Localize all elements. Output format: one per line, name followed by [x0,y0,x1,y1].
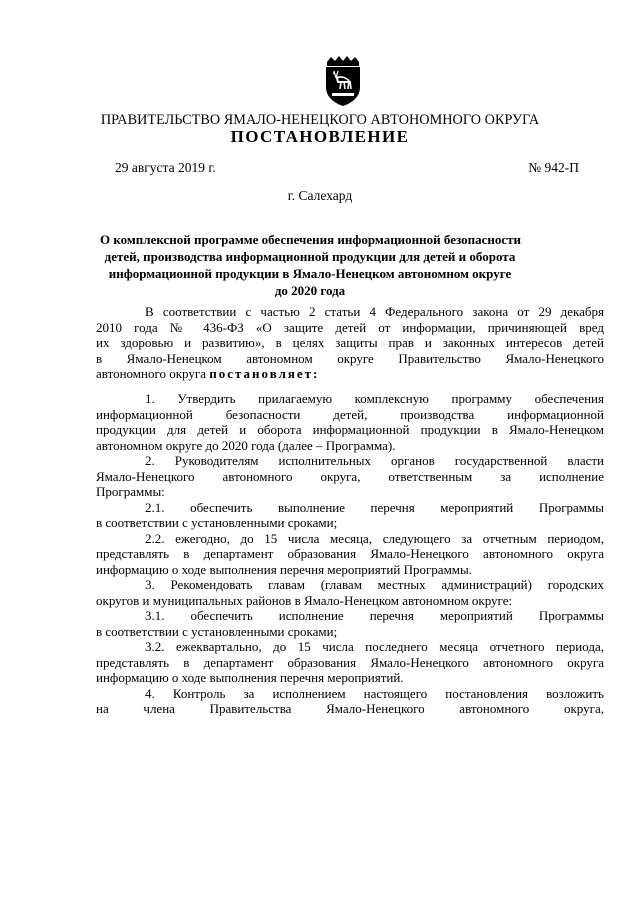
document-heading [100,231,520,299]
government-title: ПРАВИТЕЛЬСТВО ЯМАЛО-НЕНЕЦКОГО АВТОНОМНОГО ОКРУГА [100,112,540,128]
clause-line: 3.2. ежеквартально, до 15 числа последнего месяца отчетного периода, [145,639,604,654]
yamal-coat-of-arms-icon [323,56,363,106]
intro-paragraph [96,304,604,382]
clause-line: 3.1. обеспечить исполнение перечня мероприятий Программы [145,608,604,623]
clause-line: 3. Рекомендовать главам (главам местных администраций) городских [145,577,604,592]
document-type: ПОСТАНОВЛЕНИЕ [230,127,410,146]
clause-line: в соответствии с установленными сроками; [96,623,338,639]
clause-line: Ямало-Ненецкого автономного округа, ответственным за исполнение [96,468,604,484]
document-number: № 942-П [528,160,579,175]
intro-line: их здоровью и развитию», в целях защиты прав и законных интересов детей [96,335,604,350]
document-date: 29 августа 2019 г. [115,160,216,175]
intro-line: В соответствии с частью 2 статьи 4 Федерального закона от 29 декабря [145,304,604,319]
heading-line: до 2020 года [274,283,346,298]
heading-line: детей, производства информационной продукции для детей и оборота [104,249,516,264]
heading-line: О комплексной программе обеспечения информационной безопасности [100,232,522,247]
intro-line: в Ямало-Ненецком автономном округе Правительство Ямало-Ненецкого [96,350,604,366]
intro-line: 2010 года № 436-ФЗ «О защите детей от информации, причиняющей вред [96,319,604,335]
clause-line: представлять в департамент образования Ямало-Ненецкого автономного округа [96,546,604,561]
clause-line: в соответствии с установленными сроками; [96,515,338,530]
clause-line: информацию о ходе выполнения перечня мероприятий Программы. [96,561,473,577]
clause-line: 2.2. ежегодно, до 15 числа месяца, следующего за отчетным периодом, [145,530,604,546]
intro-last-text: автономного округа [96,366,210,381]
clause-line: продукции для детей и оборота информационной продукции в Ямало-Ненецком [96,422,604,437]
clause-line: автономном округе до 2020 года (далее – Программа). [96,437,396,453]
clauses [96,391,604,717]
clause-line: округов и муниципальных районов в Ямало-Ненецком автономном округе: [96,592,513,608]
clause-line: информационной безопасности детей, производства информационной [96,406,604,422]
clause-line: 4. Контроль за исполнением настоящего постановления возложить [145,685,604,701]
clause-line: Программы: [96,484,165,499]
intro-line [96,366,604,382]
clause-line: представлять в департамент образования Ямало-Ненецкого автономного округа [96,654,604,670]
heading-line: информационной продукции в Ямало-Ненецком автономном округе [108,266,512,281]
clause-line: на члена Правительства Ямало-Ненецкого автономного округа, [96,701,604,716]
clause-line: 1. Утвердить прилагаемую комплексную программу обеспечения [145,391,604,406]
resolves-word: постановляет: [209,366,320,381]
clause-line: 2.1. обеспечить выполнение перечня мероприятий Программы [145,499,604,515]
clause-line: 2. Руководителям исполнительных органов государственной власти [145,453,604,468]
clause-line: информацию о ходе выполнения перечня мероприятий. [96,670,404,685]
document-city: г. Салехард [287,188,353,203]
